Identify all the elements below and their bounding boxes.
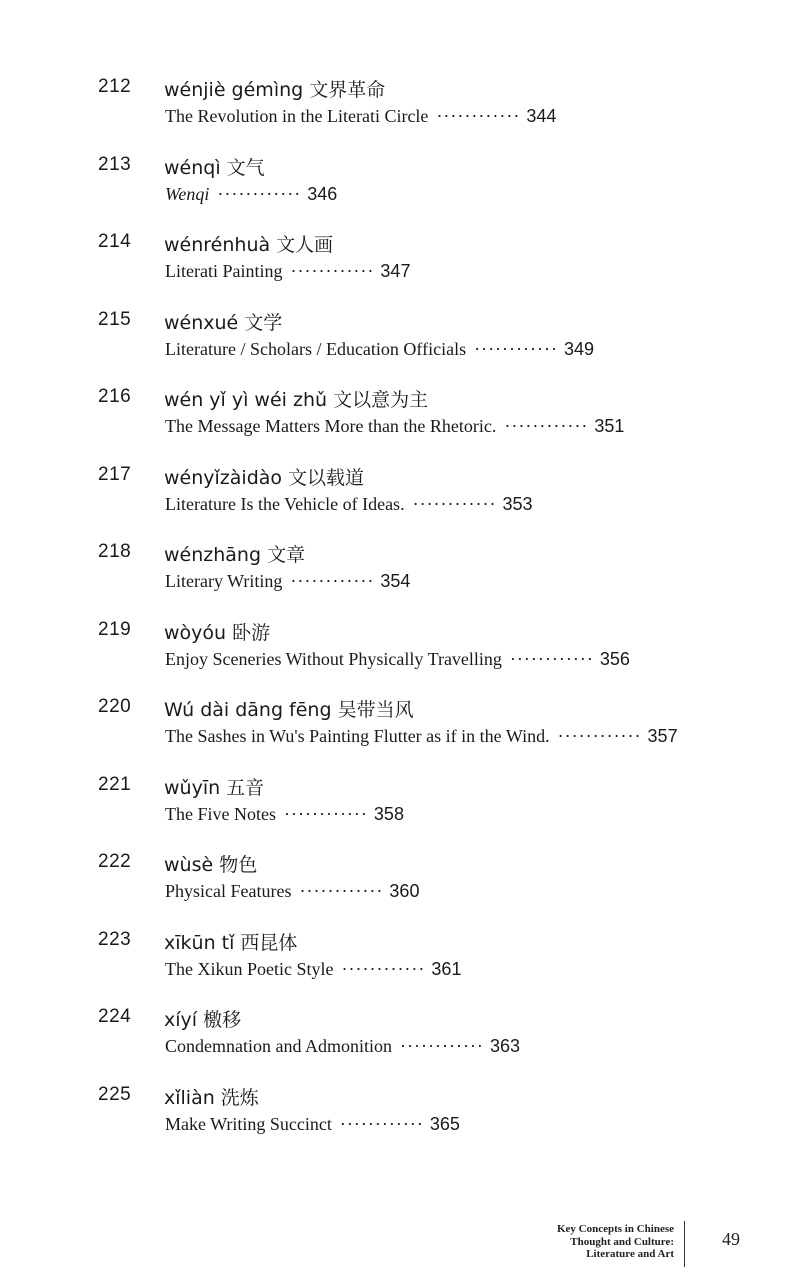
footer-title-line: Literature and Art: [586, 1248, 674, 1260]
dot-leader: ············: [509, 648, 594, 669]
entry-translation-line: [165, 494, 533, 515]
toc-entry: [0, 617, 800, 695]
entry-page-number: 361: [431, 958, 462, 979]
dot-leader: ············: [412, 493, 497, 514]
page-number: 49: [722, 1229, 740, 1249]
entry-page-number: 344: [526, 106, 557, 126]
toc-entry: [0, 152, 800, 230]
entry-translation: Literature Is the Vehicle of Ideas.: [165, 493, 405, 514]
dot-leader: ············: [436, 106, 521, 126]
entry-page-number: 365: [429, 1113, 460, 1134]
entry-term: wén yǐ yì wéi zhǔ 文以意为主: [164, 389, 429, 411]
entry-translation: The Revolution in the Literati Circle: [165, 106, 429, 126]
entry-page-number: 349: [564, 338, 595, 359]
entry-page-number: 360: [389, 881, 420, 901]
entry-translation-line: [165, 339, 594, 360]
entry-translation: The Five Notes: [165, 803, 276, 824]
entry-translation-line: [165, 881, 419, 902]
entry-number: 224: [98, 1006, 132, 1027]
entry-translation-line: [165, 959, 461, 980]
entry-number: 218: [98, 541, 132, 562]
entry-translation: Literature / Scholars / Education Officials: [165, 338, 467, 359]
entry-translation-line: [165, 649, 630, 670]
entry-page-number: 358: [373, 803, 404, 824]
entry-number: 216: [98, 386, 132, 407]
entry-translation-line: [165, 1114, 460, 1135]
entry-translation: The Xikun Poetic Style: [165, 958, 334, 979]
dot-leader: ············: [400, 1036, 484, 1056]
toc-entry: [0, 772, 800, 850]
toc-entry: [0, 694, 800, 772]
entry-translation-line: [165, 804, 404, 825]
entry-translation: The Message Matters More than the Rhetoric.: [165, 416, 497, 436]
entry-translation: The Sashes in Wu's Painting Flutter as if in the Wind.: [165, 726, 550, 746]
dot-leader: ············: [290, 571, 375, 591]
entry-number: 219: [98, 618, 132, 640]
dot-leader: ············: [341, 958, 426, 979]
footer-divider: [684, 1221, 685, 1267]
entry-term: wénrénhuà 文人画: [164, 234, 334, 256]
entry-number: 214: [98, 231, 132, 252]
entry-translation: Make Writing Succinct: [165, 1113, 332, 1134]
entry-term: wénzhāng 文章: [164, 544, 306, 566]
dot-leader: ············: [474, 338, 559, 359]
entry-page-number: 356: [599, 648, 630, 669]
entry-page-number: 354: [380, 571, 411, 591]
entry-term: xíyí 檄移: [164, 1009, 242, 1031]
toc-entry: [0, 1004, 800, 1082]
entry-page-number: 353: [502, 493, 533, 514]
entry-number: 223: [98, 928, 132, 950]
entry-term: wòyóu 卧游: [164, 621, 271, 644]
toc-entry: [0, 539, 800, 617]
entry-number: 217: [98, 463, 132, 485]
entry-number: 213: [98, 153, 132, 175]
entry-translation: Literati Painting: [165, 261, 283, 281]
dot-leader: ············: [283, 803, 368, 824]
entry-translation-line: [165, 726, 678, 747]
dot-leader: ············: [217, 183, 302, 204]
toc-entry: [0, 384, 800, 462]
entry-term: wényǐzàidào 文以载道: [164, 466, 365, 489]
entry-page-number: 363: [489, 1036, 520, 1056]
entry-term: wénxué 文学: [164, 311, 283, 334]
dot-leader: ············: [557, 726, 642, 746]
entry-translation: Literary Writing: [165, 571, 283, 591]
toc-entry: [0, 849, 800, 927]
entry-number: 222: [98, 851, 132, 872]
entry-number: 221: [98, 773, 132, 795]
toc-entry: [0, 927, 800, 1005]
entry-term: wénqì 文气: [164, 156, 265, 179]
footer-title-line: Key Concepts in Chinese: [556, 1223, 674, 1235]
entry-term: xǐliàn 洗炼: [164, 1086, 259, 1109]
toc-entry: [0, 1082, 800, 1160]
toc-entry-list: [0, 74, 800, 1159]
toc-entry: [0, 307, 800, 385]
entry-translation-line: [165, 571, 410, 592]
dot-leader: ············: [299, 881, 384, 901]
entry-page-number: 346: [307, 183, 338, 204]
entry-translation-line: [165, 1036, 520, 1057]
entry-translation: Wenqi: [165, 183, 210, 204]
dot-leader: ············: [339, 1113, 424, 1134]
dot-leader: ············: [290, 261, 375, 281]
entry-number: 220: [98, 696, 132, 717]
entry-page-number: 347: [380, 261, 411, 281]
entry-number: 225: [98, 1083, 132, 1105]
entry-translation: Enjoy Sceneries Without Physically Travelling: [165, 648, 502, 669]
entry-page-number: 357: [647, 726, 678, 746]
footer-title-line: Thought and Culture:: [570, 1235, 674, 1248]
toc-entry: [0, 74, 800, 152]
entry-number: 215: [98, 308, 132, 330]
entry-translation-line: [165, 184, 337, 205]
entry-term: xīkūn tǐ 西昆体: [164, 931, 298, 954]
entry-translation: Physical Features: [165, 881, 292, 901]
toc-entry: [0, 462, 800, 540]
entry-term: Wú dài dāng fēng 吴带当风: [164, 699, 414, 721]
entry-term: wùsè 物色: [164, 854, 258, 876]
entry-page-number: 351: [594, 416, 625, 436]
entry-term: wǔyīn 五音: [164, 776, 265, 799]
entry-translation-line: [165, 416, 624, 437]
toc-entry: [0, 229, 800, 307]
entry-translation-line: [165, 106, 556, 127]
entry-translation-line: [165, 261, 410, 282]
entry-translation: Condemnation and Admonition: [165, 1036, 392, 1056]
dot-leader: ············: [504, 416, 589, 436]
entry-number: 212: [98, 76, 132, 97]
entry-term: wénjiè gémìng 文界革命: [164, 79, 386, 101]
running-footer-book-title: [557, 1223, 674, 1261]
